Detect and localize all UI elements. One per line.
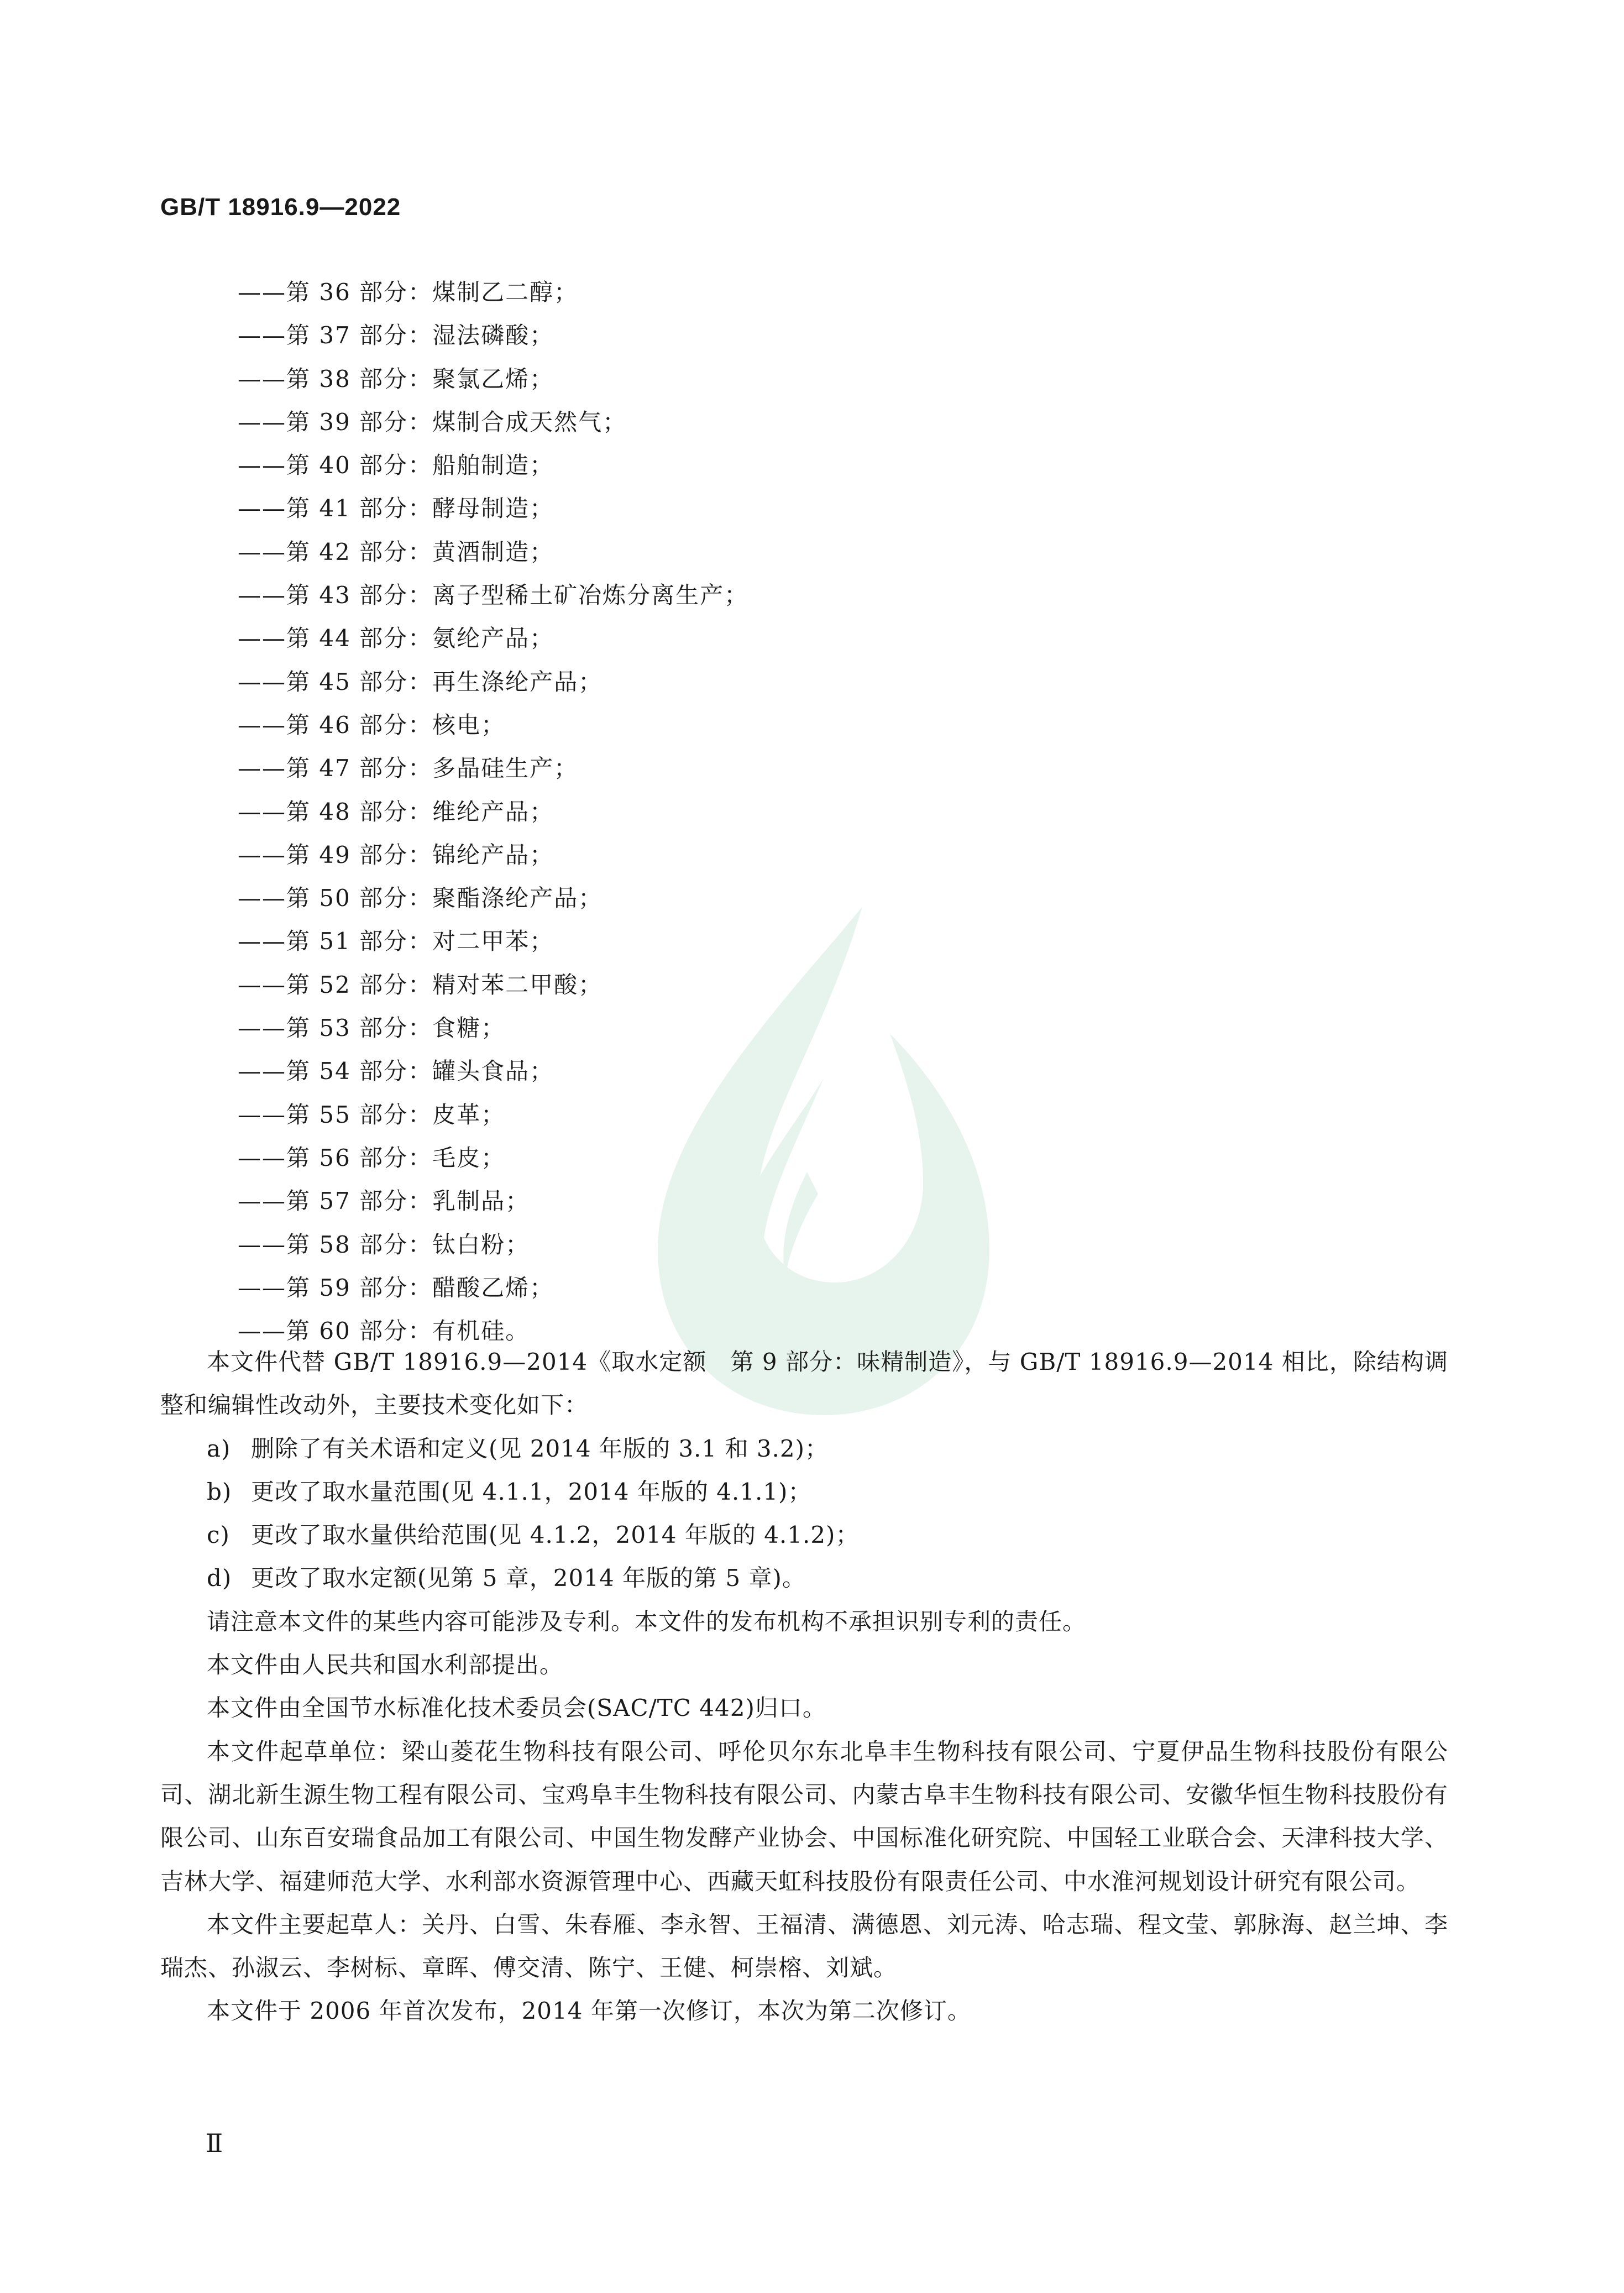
list-item (207, 1557, 1448, 1600)
publication-history: 本文件于 2006 年首次发布，2014 年第一次修订，本次为第二次修订。 (207, 1997, 971, 2025)
list-item: ——第 57 部分：乳制品； (238, 1187, 530, 1215)
foreword-body (160, 1341, 1448, 2033)
change-text: 删除了有关术语和定义(见 2014 年版的 3.1 和 3.2)； (251, 1435, 829, 1462)
list-item: ——第 48 部分：维纶产品； (238, 798, 554, 825)
list-item: ——第 56 部分：毛皮； (238, 1144, 506, 1171)
change-text: 更改了取水量范围(见 4.1.1，2014 年版的 4.1.1)； (251, 1478, 812, 1505)
list-item: ——第 55 部分：皮革； (238, 1101, 506, 1128)
list-item: ——第 37 部分：湿法磷酸； (238, 322, 554, 349)
list-item: ——第 41 部分：酵母制造； (238, 495, 554, 522)
proposed-by: 本文件由人民共和国水利部提出。 (207, 1651, 564, 1679)
parts-list (238, 271, 748, 1353)
list-marker: c) (207, 1521, 230, 1549)
list-item: ——第 52 部分：精对苯二甲酸； (238, 971, 603, 998)
list-item: ——第 47 部分：多晶硅生产； (238, 755, 579, 782)
list-item: ——第 51 部分：对二甲苯； (238, 928, 554, 955)
list-item: ——第 46 部分：核电； (238, 711, 506, 739)
list-marker: a) (207, 1435, 231, 1462)
list-item: ——第 58 部分：钛白粉； (238, 1231, 530, 1258)
list-item: ——第 39 部分：煤制合成天然气； (238, 408, 627, 436)
patent-notice: 请注意本文件的某些内容可能涉及专利。本文件的发布机构不承担识别专利的责任。 (207, 1608, 1087, 1635)
list-item: ——第 44 部分：氨纶产品； (238, 625, 554, 652)
list-item: ——第 50 部分：聚酯涤纶产品； (238, 884, 603, 912)
change-text: 更改了取水量供给范围(见 4.1.2，2014 年版的 4.1.2)； (251, 1521, 860, 1549)
list-item: ——第 59 部分：醋酸乙烯； (238, 1274, 554, 1301)
list-item: ——第 54 部分：罐头食品； (238, 1057, 554, 1085)
standard-number: GB/T 18916.9—2022 (160, 193, 401, 221)
list-item: ——第 60 部分：有机硅。 (238, 1317, 530, 1345)
list-marker: d) (207, 1564, 232, 1592)
changes-list (160, 1427, 1448, 1600)
change-text: 更改了取水定额(见第 5 章，2014 年版的第 5 章)。 (251, 1564, 806, 1592)
list-item: ——第 45 部分：再生涤纶产品； (238, 668, 603, 695)
list-item: ——第 36 部分：煤制乙二醇； (238, 279, 579, 306)
list-item (207, 1427, 1448, 1470)
list-item: ——第 40 部分：船舶制造； (238, 452, 554, 479)
list-item: ——第 49 部分：锦纶产品； (238, 841, 554, 868)
page-number: Ⅱ (206, 2128, 223, 2158)
list-item: ——第 53 部分：食糖； (238, 1014, 506, 1042)
list-item (207, 1470, 1448, 1514)
drafting-units: 本文件起草单位：梁山菱花生物科技有限公司、呼伦贝尔东北阜丰生物科技有限公司、宁夏伊品生物科技股份有限公司、湖北新生源生物工程有限公司、宝鸡阜丰生物科技有限公司、内蒙古阜丰生物科技有限公司、安徽华恒生物科技股份有限公司、山东百安瑞食品加工有限公司、中国生物发酵产业协会、中国标准化研究院、中国轻工业联合会、天津科技大学、吉林大学、福建师范大学、水利部水资源管理中心、西藏天虹科技股份有限责任公司、中水淮河规划设计研究有限公司。 (160, 1737, 1448, 1895)
list-marker: b) (207, 1478, 232, 1505)
list-item: ——第 43 部分：离子型稀土矿冶炼分离生产； (238, 582, 749, 609)
list-item (207, 1514, 1448, 1557)
main-drafters: 本文件主要起草人：关丹、白雪、朱春雁、李永智、王福清、满德恩、刘元涛、哈志瑞、程文莹、郭脉海、赵兰坤、李瑞杰、孙淑云、李树标、章晖、傅交清、陈宁、王健、柯崇榕、刘斌。 (160, 1910, 1448, 1982)
list-item: ——第 42 部分：黄酒制造； (238, 538, 554, 566)
list-item: ——第 38 部分：聚氯乙烯； (238, 365, 554, 392)
centralized-by: 本文件由全国节水标准化技术委员会(SAC/TC 442)归口。 (207, 1694, 826, 1722)
replacement-statement: 本文件代替 GB/T 18916.9—2014《取水定额 第 9 部分：味精制造》，与 GB/T 18916.9—2014 相比，除结构调整和编辑性改动外，主要技术变化如下： (160, 1348, 1448, 1419)
